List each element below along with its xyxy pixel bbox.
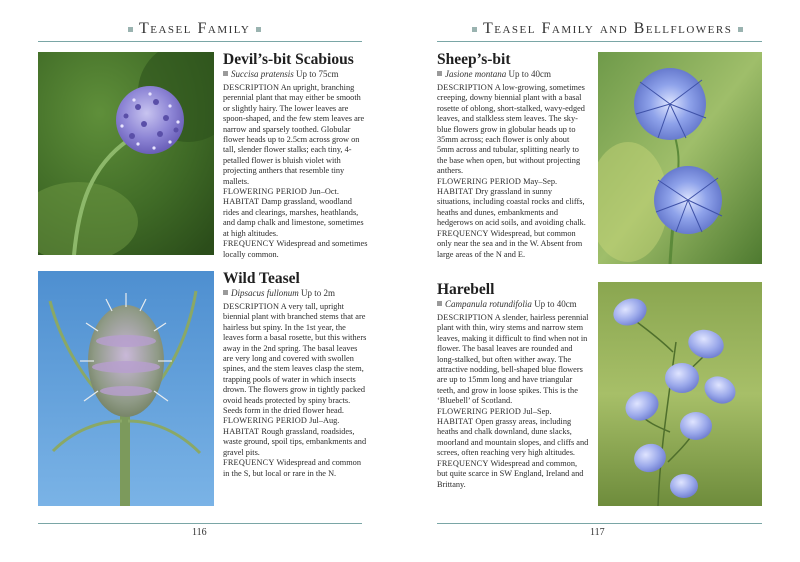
ornament-square-icon <box>256 27 261 32</box>
habitat: HABITAT Damp grassland, woodland rides and clearings, marshes, heathlands, and damp chalk and limestone, sometimes at high altitudes. <box>223 197 364 238</box>
species-name: Harebell <box>437 281 495 298</box>
entry-harebell <box>437 281 589 490</box>
bullet-square-icon <box>437 301 442 306</box>
ornament-square-icon <box>738 27 743 32</box>
right-page <box>400 0 800 562</box>
description-paragraph: DESCRIPTION An upright, branching perennial plant that may either be smooth or slightly hairy. The lower leaves are spoon-shaped, and the few stem leaves are narrow and sparsely toothed. Globular flower heads up to 2.5cm across grow on tall, slender flower stalks; each tiny, 4-petalled flower is bluish violet with projecting anthers that resemble tiny mallets. <box>223 83 365 186</box>
species-name: Sheep’s-bit <box>437 51 511 68</box>
species-name: Devil’s-bit Scabious <box>223 51 354 68</box>
plant-size: Up to 40cm <box>508 69 551 79</box>
running-head-left <box>128 16 261 42</box>
species-name: Wild Teasel <box>223 270 300 287</box>
habitat: HABITAT Open grassy areas, including heaths and chalk downland, dune slacks, moorland and mountain slopes, and cliffs and screes, often reaching very high altitudes. <box>437 417 589 458</box>
ornament-square-icon <box>128 27 133 32</box>
latin-name: Campanula rotundifolia <box>445 299 532 309</box>
entry-wild-teasel <box>223 270 368 479</box>
latin-name-line <box>437 69 587 80</box>
entry-devils-bit-scabious <box>223 51 368 260</box>
frequency: FREQUENCY Widespread, but common only near the sea and in the W. Absent from large areas of the N and E. <box>437 228 583 259</box>
footer-rule <box>437 523 762 524</box>
plant-size: Up to 2m <box>301 288 336 298</box>
footer-rule <box>38 523 362 524</box>
description-paragraph: DESCRIPTION A slender, hairless perennial plant with thin, wiry stems and narrow stem leaves, making it difficult to find when not in flower. The basal leaves are rounded and long-stalked, but often wither away. The attractive nodding, bell-shaped blue flowers are up to 15mm long and have triangular teeth, and grow in loose spikes. This is the ‘Bluebell’ of Scotland. <box>437 313 589 406</box>
frequency: FREQUENCY Widespread and common in the S, but local or rare in the N. <box>223 458 361 478</box>
header-rule <box>38 41 362 42</box>
latin-name: Jasione montana <box>445 69 507 79</box>
flowering-period: FLOWERING PERIOD Jul–Sep. <box>437 406 552 416</box>
plant-size: Up to 75cm <box>296 69 339 79</box>
devils-bit-scabious-photo <box>38 52 214 255</box>
page-number: 116 <box>192 527 207 538</box>
latin-name-line <box>437 299 589 310</box>
running-head-text: Teasel Family and Bellflowers <box>483 20 733 37</box>
wild-teasel-photo <box>38 271 214 506</box>
frequency: FREQUENCY Widespread and sometimes locally common. <box>223 239 368 259</box>
running-head-text: Teasel Family <box>139 20 251 37</box>
habitat: HABITAT Dry grassland in sunny situations, including coastal rocks and cliffs, heaths and dunes, embankments and hedgerows on acid soils, and avoiding chalk. <box>437 187 586 228</box>
habitat: HABITAT Rough grassland, roadsides, waste ground, spoil tips, embankments and gravel pits. <box>223 426 367 457</box>
description-paragraph: DESCRIPTION A very tall, upright biennial plant with branched stems that are hairless but spiny. In the 1st year, the leaves form a basal rosette, but this withers away in the 2nd spring. The basal leaves are very long and covered with swollen spines, and the stem leaves clasp the stem, trapping pools of water in which insects drown. The flowers grow in tightly packed ovoid heads protected by spiny bracts. Seeds form in the dried flower head. <box>223 302 367 416</box>
latin-name-line <box>223 69 368 80</box>
flowering-period: FLOWERING PERIOD Jul–Aug. <box>223 416 340 426</box>
flowering-period: FLOWERING PERIOD May–Sep. <box>437 176 558 186</box>
latin-name-line <box>223 288 368 299</box>
page-number: 117 <box>590 527 605 538</box>
bullet-square-icon <box>223 71 228 76</box>
entry-sheeps-bit <box>437 51 587 260</box>
header-rule <box>437 41 762 42</box>
bullet-square-icon <box>223 290 228 295</box>
bullet-square-icon <box>437 71 442 76</box>
plant-size: Up to 40cm <box>534 299 577 309</box>
description-paragraph: DESCRIPTION A low-growing, sometimes creeping, downy biennial plant with a basal rosette of oblong, short-stalked, wavy-edged leaves, and stalkless stem leaves. The sky-blue flowers grow in globular heads up to 35mm across; each flower is only about 5mm across and tubular, splitting nearly to the base when open, but without projecting anthers. <box>437 83 585 176</box>
latin-name: Succisa pratensis <box>231 69 294 79</box>
sheeps-bit-photo <box>598 52 762 264</box>
frequency: FREQUENCY Widespread and common, but quite scarce in SW England, Ireland and Brittany. <box>437 458 584 489</box>
ornament-square-icon <box>472 27 477 32</box>
latin-name: Dipsacus fullonum <box>231 288 299 298</box>
running-head-right <box>472 16 743 42</box>
harebell-photo <box>598 282 762 506</box>
flowering-period: FLOWERING PERIOD Jun–Oct. <box>223 187 339 197</box>
